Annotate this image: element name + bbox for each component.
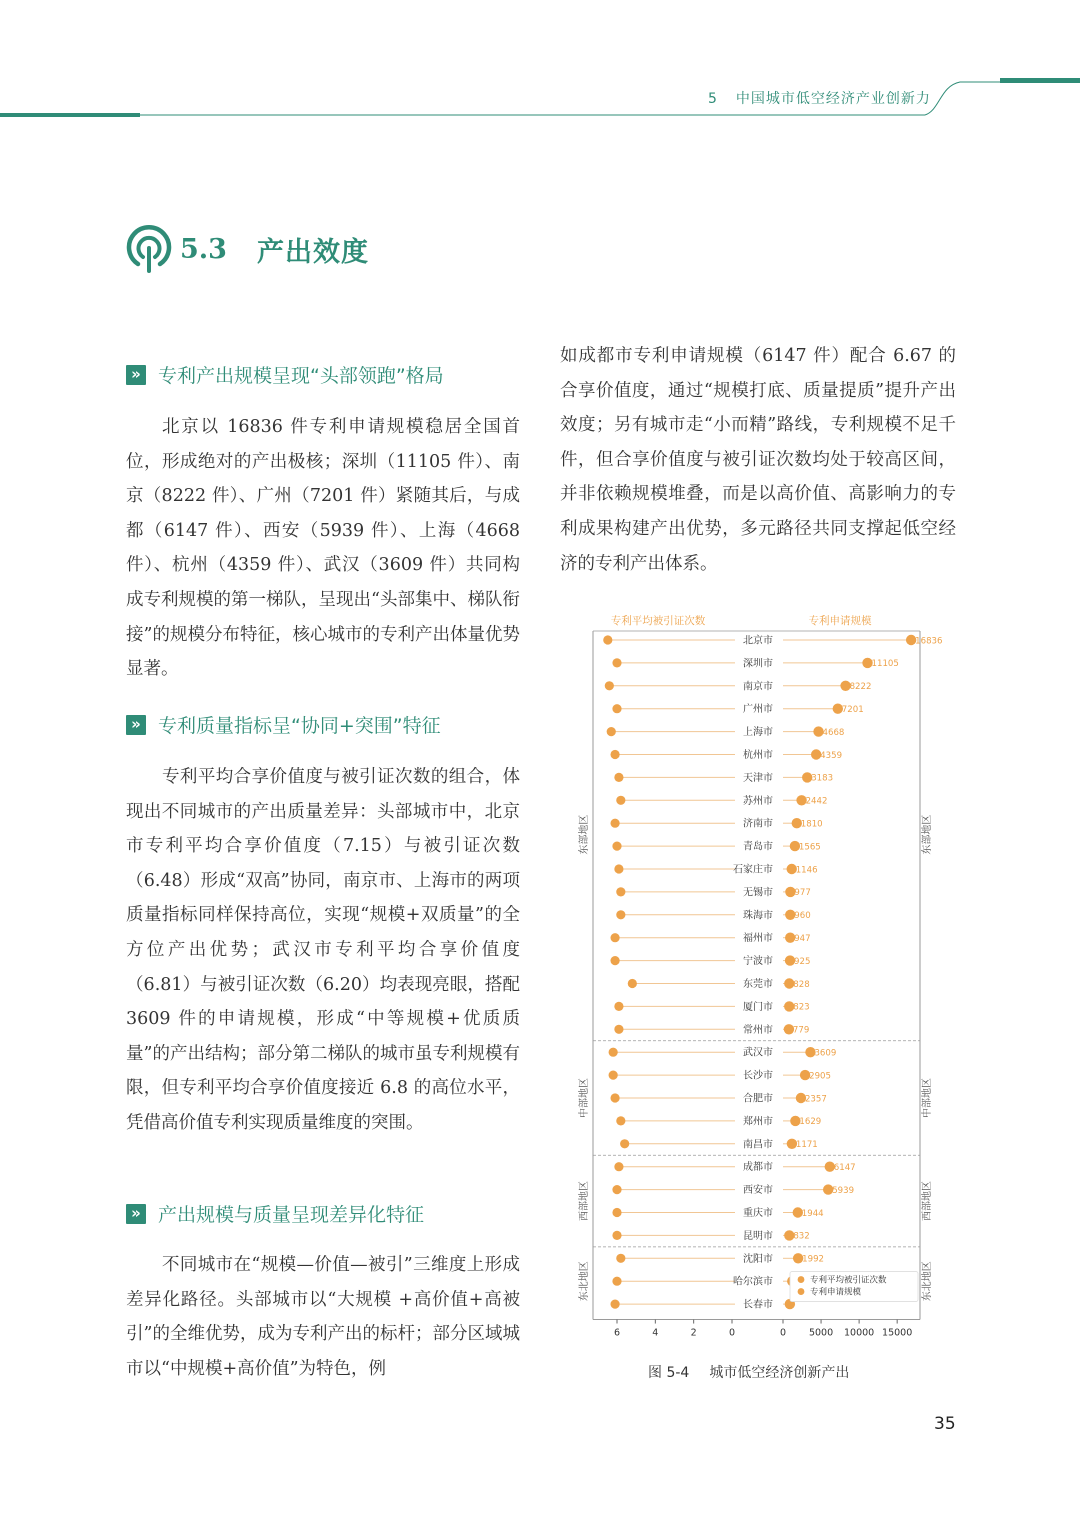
tick-label: 4	[652, 1327, 659, 1339]
apps-value-label: 3609	[814, 1048, 837, 1059]
citation-point	[609, 1071, 618, 1080]
region-label-left: 西部地区	[579, 1181, 590, 1222]
citation-point	[620, 1139, 629, 1148]
city-label: 广州市	[743, 704, 773, 716]
city-label: 杭州市	[743, 750, 773, 761]
series-stems	[608, 640, 911, 1304]
tick-label: 0	[779, 1327, 787, 1339]
citation-point	[616, 1116, 625, 1125]
citation-point	[628, 979, 637, 988]
region-label-right: 东北地区	[922, 1261, 933, 1302]
citation-point	[612, 1185, 621, 1194]
citation-point	[607, 727, 616, 736]
citation-point	[614, 773, 623, 782]
chapter-title: 中国城市低空经济产业创新力	[735, 91, 931, 107]
subheading-2	[126, 711, 441, 738]
left-panel-title: 专利平均被引证次数	[610, 615, 706, 627]
subheading-1-text: 专利产出规模呈现“头部领跑”格局	[158, 365, 444, 387]
citation-point	[610, 750, 619, 759]
paragraph-3: 不同城市在“规模—价值—被引”三维度上形成差异化路径。头部城市以“大规模 +高价值+高被引”的全维优势，成为专利产出的标杆；部分区域城市以“中规模+高价值”为特色，例	[126, 1255, 520, 1379]
city-label: 南昌市	[743, 1139, 773, 1151]
citation-point	[610, 1093, 619, 1102]
figure-caption	[648, 1362, 849, 1382]
legend-swatch	[798, 1276, 805, 1283]
citation-point	[616, 1254, 625, 1263]
city-label: 哈尔滨市	[733, 1276, 773, 1288]
section-number: 5.3	[180, 233, 227, 265]
section-title	[124, 222, 369, 276]
citation-point	[614, 1162, 623, 1171]
city-label: 常州市	[743, 1024, 773, 1036]
city-label: 青岛市	[743, 841, 773, 853]
apps-value-label: 1944	[801, 1208, 824, 1219]
figure-chart	[560, 600, 960, 1350]
citation-point	[616, 910, 625, 919]
apps-value-label: 1146	[795, 865, 818, 876]
tick-label: 6	[613, 1327, 621, 1339]
apps-value-label: 4359	[820, 750, 843, 761]
chapter-number: 5	[708, 91, 718, 107]
citation-point	[609, 1048, 618, 1057]
double-chevron-icon: »	[126, 715, 146, 735]
apps-value-label: 8222	[849, 682, 872, 693]
apps-value-label: 6147	[833, 1163, 856, 1173]
apps-value-label: 1171	[795, 1140, 818, 1151]
citation-point	[605, 681, 614, 690]
apps-value-label: 7201	[841, 705, 864, 715]
citation-point	[616, 887, 625, 896]
city-label: 苏州市	[743, 795, 773, 807]
city-label: 西安市	[743, 1185, 773, 1197]
city-label: 长沙市	[743, 1070, 773, 1082]
citation-point	[610, 956, 619, 965]
city-label: 北京市	[743, 635, 773, 647]
apps-value-label: 823	[793, 1002, 810, 1013]
apps-value-label: 2357	[804, 1094, 827, 1105]
city-label: 深圳市	[743, 658, 773, 670]
tick-label: 5000	[808, 1327, 834, 1339]
apps-value-label: 2905	[809, 1071, 831, 1082]
subheading-1	[126, 361, 444, 388]
paragraph-2: 专利平均合享价值度与被引证次数的组合，体现出不同城市的产出质量差异：头部城市中，北京市专利平均合享价值度（7.15）与被引证次数（6.48）形成“双高”协同，南京市、上海市的两项质量指标同样保持高位，实现“规模+双质量”的全方位产出优势；武汉市专利平均合享价值度（6.81）与被引证次数（6.20）均表现亮眼，搭配 3609 件的申请规模，形成“中等规模+优质质量”的产出结构；部分第二梯队的城市虽专利规模有限，但专利平均合享价值度接近 6.8 的高位水平，凭借高价值专利实现质量维度的突围。	[126, 767, 520, 1133]
tick-label: 0	[728, 1327, 736, 1339]
apps-value-label: 1810	[800, 819, 823, 830]
figure-title: 城市低空经济创新产出	[709, 1365, 850, 1381]
region-label-right: 西部地区	[922, 1181, 933, 1222]
apps-value-label: 4668	[822, 727, 845, 738]
city-label: 重庆市	[743, 1208, 773, 1219]
city-label: 珠海市	[743, 910, 773, 922]
apps-value-label: 2442	[805, 796, 828, 807]
apps-value-label: 828	[793, 979, 810, 990]
axis-ticks	[614, 1320, 912, 1339]
signal-icon	[124, 224, 174, 274]
section-heading: 产出效度	[256, 236, 369, 268]
double-chevron-icon: »	[126, 365, 146, 385]
apps-value-label: 3183	[811, 773, 834, 784]
city-label: 无锡市	[743, 887, 773, 899]
apps-value-label: 832	[793, 1231, 810, 1242]
city-label: 天津市	[743, 772, 773, 784]
city-label: 上海市	[743, 727, 773, 739]
city-labels	[733, 634, 773, 1311]
region-label-left: 东北地区	[579, 1261, 590, 1302]
apps-value-label: 960	[794, 911, 811, 922]
apps-value-label: 977	[794, 888, 811, 899]
city-label: 昆明市	[743, 1230, 773, 1242]
city-label: 武汉市	[743, 1047, 773, 1059]
apps-value-label: 1629	[799, 1117, 822, 1128]
city-label: 福州市	[743, 933, 773, 945]
city-label: 长春市	[743, 1299, 773, 1311]
citation-point	[603, 635, 612, 644]
subheading-3-text: 产出规模与质量呈现差异化特征	[158, 1204, 425, 1226]
city-label: 宁波市	[743, 956, 773, 968]
apps-value-label: 925	[794, 956, 811, 967]
citation-point	[612, 842, 621, 851]
apps-value-label: 947	[794, 934, 811, 944]
figure-number: 图 5-4	[648, 1365, 690, 1381]
paragraph-right: 如成都市专利申请规模（6147 件）配合 6.67 的合享价值度，通过“规模打底、质量提质”提升产出效度；另有城市走“小而精”路线，专利规模不足千件，但合享价值度与被引证次数均处于较高区间，并非依赖规模堆叠，而是以高价值、高影响力的专利成果构建产出优势，多元路径共同支撑起低空经济的专利产出体系。	[560, 346, 956, 574]
citation-point	[612, 1277, 621, 1286]
apps-value-label: 1565	[798, 842, 821, 853]
apps-value-label: 779	[792, 1025, 810, 1036]
apps-value-label: 1992	[802, 1254, 825, 1265]
double-chevron-icon: »	[126, 1204, 146, 1224]
region-label-left: 中部地区	[579, 1078, 590, 1118]
citation-point	[612, 1231, 621, 1240]
apps-value-label: 5939	[832, 1185, 855, 1196]
city-label: 济南市	[743, 818, 773, 830]
legend-swatch	[798, 1288, 805, 1295]
legend-entry: 专利平均被引证次数	[810, 1275, 887, 1286]
city-label: 成都市	[743, 1162, 773, 1174]
city-label: 合肥市	[743, 1093, 773, 1105]
citation-point	[610, 1300, 619, 1309]
region-label-right: 东部地区	[922, 814, 933, 855]
chart-legend	[790, 1272, 918, 1302]
citation-point	[610, 933, 619, 942]
tick-label: 2	[690, 1327, 697, 1339]
apps-value-label: 16836	[915, 636, 943, 647]
city-label: 郑州市	[743, 1116, 773, 1128]
subheading-3	[126, 1200, 424, 1227]
tick-label: 10000	[843, 1327, 875, 1339]
city-label: 南京市	[743, 681, 773, 693]
citation-point	[610, 819, 619, 828]
subheading-2-text: 专利质量指标呈“协同+突围”特征	[158, 715, 441, 737]
citation-point	[612, 1208, 621, 1217]
city-label: 沈阳市	[743, 1253, 773, 1265]
city-label: 厦门市	[743, 1001, 773, 1013]
paragraph-1: 北京以 16836 件专利申请规模稳居全国首位，形成绝对的产出极核；深圳（11105 件）、南京（8222 件）、广州（7201 件）紧随其后，与成都（6147 件）、西安（5939 件）、上海（4668 件）、杭州（4359 件）、武汉（3609 件）共同构成专利规模的第一梯队，呈现出“头部集中、梯队衔接”的规模分布特征，核心城市的专利产出体量优势显著。	[126, 417, 520, 680]
right-panel-title: 专利申请规模	[808, 615, 872, 627]
legend-entry: 专利申请规模	[810, 1287, 862, 1298]
region-label-left: 东部地区	[579, 814, 590, 855]
citation-point	[612, 704, 621, 713]
page-number: 35	[934, 1414, 956, 1434]
header-rule	[0, 0, 1080, 130]
citation-point	[612, 658, 621, 667]
region-label-right: 中部地区	[922, 1078, 933, 1118]
citation-point	[614, 1002, 623, 1011]
citation-point	[616, 796, 625, 805]
tick-label: 15000	[882, 1327, 913, 1339]
running-header	[708, 88, 931, 108]
apps-value-label: 11105	[871, 659, 899, 670]
citation-point	[614, 1025, 623, 1034]
city-label: 东莞市	[743, 979, 773, 990]
city-label: 石家庄市	[733, 864, 773, 876]
citation-point	[614, 864, 623, 873]
